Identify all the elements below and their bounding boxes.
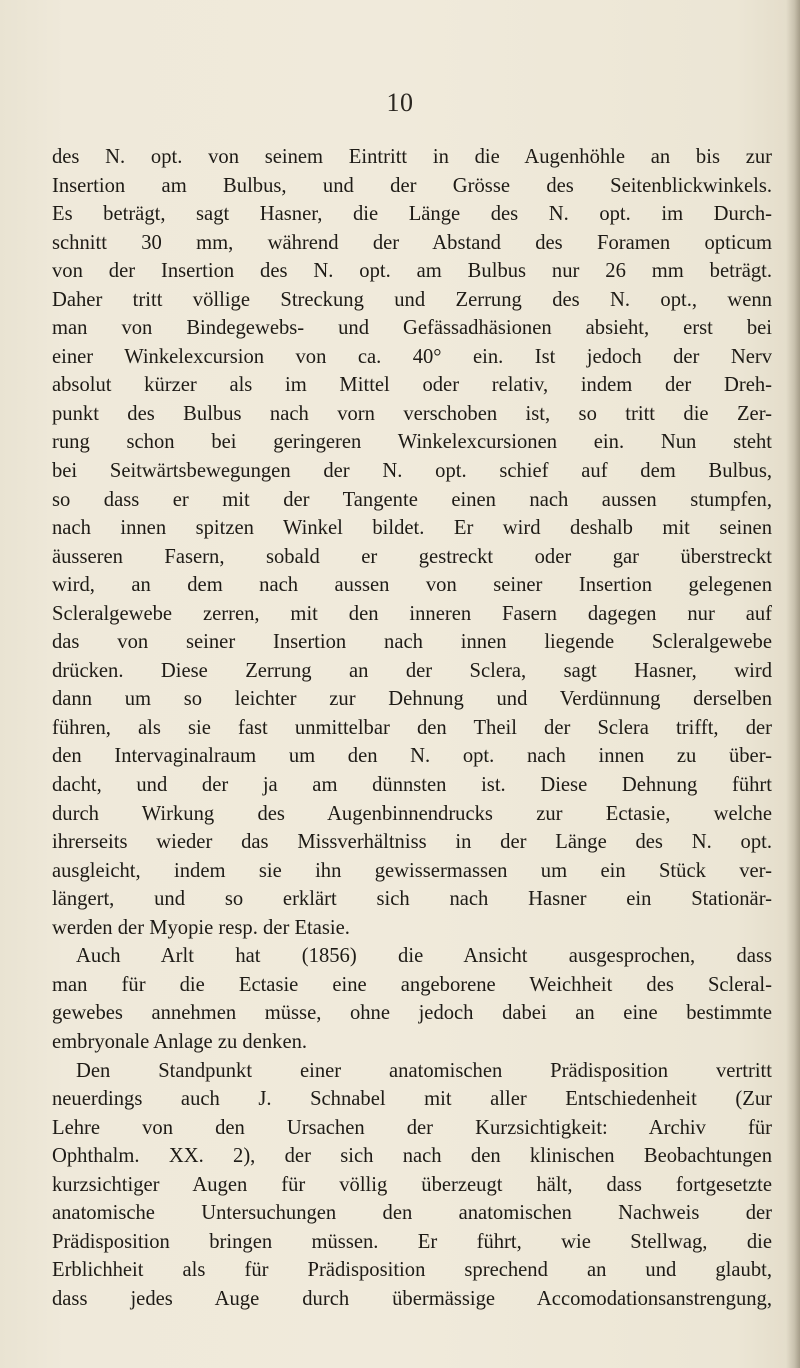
text-line: anatomische Untersuchungen den anatomischen Nachweis der <box>52 1202 772 1225</box>
text-line: so dass er mit der Tangente einen nach aussen stumpfen, <box>52 488 772 511</box>
text-line: Den Standpunkt einer anatomischen Prädisposition vertritt <box>76 1059 772 1082</box>
text-line: rung schon bei geringeren Winkelexcursionen ein. Nun steht <box>52 431 772 454</box>
text-line: Lehre von den Ursachen der Kurzsichtigkeit: Archiv für <box>52 1116 772 1139</box>
text-line: Daher tritt völlige Streckung und Zerrung des N. opt., wenn <box>52 288 772 311</box>
text-line: Auch Arlt hat (1856) die Ansicht ausgesprochen, dass <box>76 945 772 968</box>
text-line: neuerdings auch J. Schnabel mit aller Entschiedenheit (Zur <box>52 1088 772 1111</box>
text-line: führen, als sie fast unmittelbar den Theil der Sclera trifft, der <box>52 716 772 739</box>
text-line: längert, und so erklärt sich nach Hasner ein Stationär- <box>52 888 772 911</box>
text-line: Es beträgt, sagt Hasner, die Länge des N. opt. im Durch- <box>52 203 772 226</box>
text-line: werden der Myopie resp. der Etasie. <box>52 916 350 939</box>
text-line: durch Wirkung des Augenbinnendrucks zur Ectasie, welche <box>52 802 772 825</box>
text-line: Prädisposition bringen müssen. Er führt, wie Stellwag, die <box>52 1230 772 1253</box>
text-line: das von seiner Insertion nach innen liegende Scleralgewebe <box>52 631 772 654</box>
text-line: drücken. Diese Zerrung an der Sclera, sagt Hasner, wird <box>52 659 772 682</box>
page-number: 10 <box>386 88 414 117</box>
text-line: embryonale Anlage zu denken. <box>52 1030 308 1053</box>
text-line: punkt des Bulbus nach vorn verschoben ist, so tritt die Zer- <box>52 402 772 425</box>
text-line: bei Seitwärtsbewegungen der N. opt. schief auf dem Bulbus, <box>52 460 772 483</box>
text-line: Insertion am Bulbus, und der Grösse des Seitenblickwinkels. <box>52 174 772 197</box>
text-line: schnitt 30 mm, während der Abstand des Foramen opticum <box>52 231 772 254</box>
text-line: des N. opt. von seinem Eintritt in die Augenhöhle an bis zur <box>52 146 772 168</box>
text-line: ihrerseits wieder das Missverhältniss in der Länge des N. opt. <box>52 831 772 854</box>
text-line: Erblichheit als für Prädisposition sprechend an und glaubt, <box>52 1259 772 1282</box>
page-edge-shadow <box>786 0 800 1368</box>
text-line: nach innen spitzen Winkel bildet. Er wird deshalb mit seinen <box>52 517 772 540</box>
text-line: Scleralgewebe zerren, mit den inneren Fasern dagegen nur auf <box>52 602 772 625</box>
text-line: man für die Ectasie eine angeborene Weichheit des Scleral- <box>52 973 772 996</box>
text-line: kurzsichtiger Augen für völlig überzeugt hält, dass fortgesetzte <box>52 1173 772 1196</box>
text-line: Ophthalm. XX. 2), der sich nach den klinischen Beobachtungen <box>52 1145 772 1168</box>
text-line: äusseren Fasern, sobald er gestreckt oder gar überstreckt <box>52 545 772 568</box>
text-line: gewebes annehmen müsse, ohne jedoch dabei an eine bestimmte <box>52 1002 772 1025</box>
text-line: den Intervaginalraum um den N. opt. nach innen zu über- <box>52 745 772 768</box>
text-line: wird, an dem nach aussen von seiner Insertion gelegenen <box>52 574 772 597</box>
text-line: einer Winkelexcursion von ca. 40° ein. Ist jedoch der Nerv <box>52 345 772 368</box>
text-line: von der Insertion des N. opt. am Bulbus nur 26 mm beträgt. <box>52 260 772 283</box>
body-text <box>52 143 772 1313</box>
text-line: dacht, und der ja am dünnsten ist. Diese Dehnung führt <box>52 774 772 797</box>
text-line: dann um so leichter zur Dehnung und Verdünnung derselben <box>52 688 772 711</box>
text-line: ausgleicht, indem sie ihn gewissermassen um ein Stück ver- <box>52 859 772 882</box>
text-line: absolut kürzer als im Mittel oder relativ, indem der Dreh- <box>52 374 772 397</box>
text-line: man von Bindegewebs- und Gefässadhäsionen absieht, erst bei <box>52 317 772 340</box>
text-line: dass jedes Auge durch übermässige Accomodationsanstrengung, <box>52 1287 772 1310</box>
